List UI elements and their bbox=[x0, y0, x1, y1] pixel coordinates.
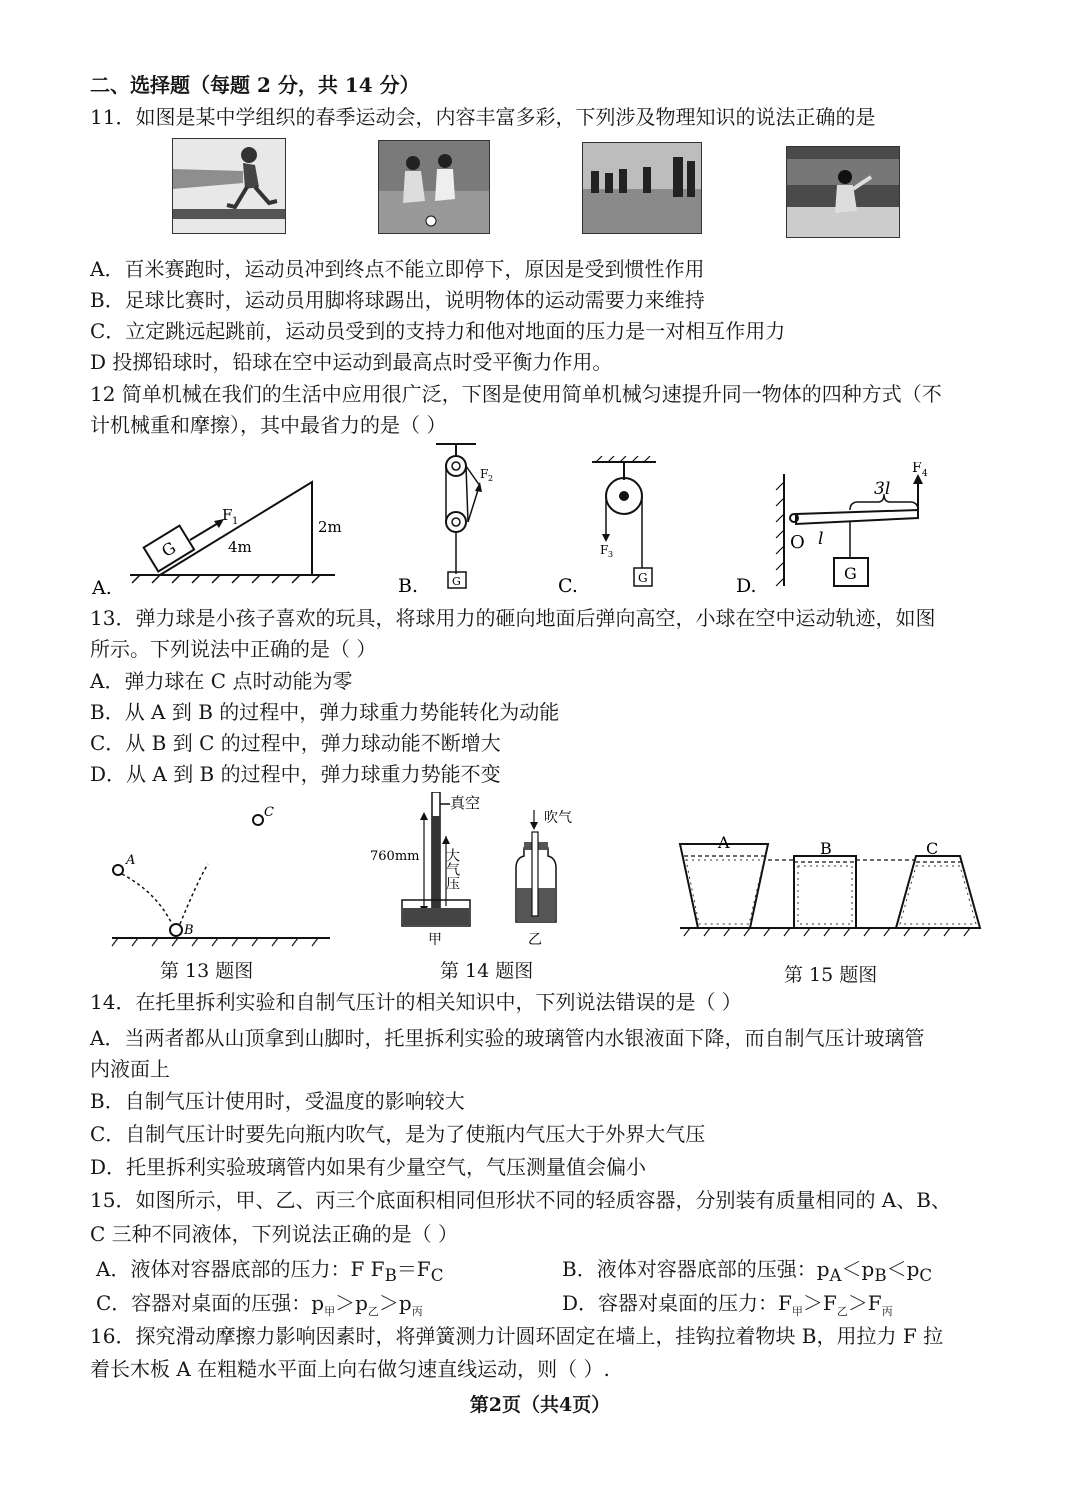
fig13-point-a: A bbox=[126, 853, 136, 868]
fig14-blow: 吹气 bbox=[544, 810, 572, 826]
pulley-block-diagram bbox=[396, 438, 516, 598]
incline-diagram bbox=[90, 470, 350, 598]
fig15-label-a: A bbox=[718, 833, 730, 852]
fig-b-block: G bbox=[452, 575, 461, 588]
fig-c-force-sub: 3 bbox=[608, 550, 614, 559]
fig-a-slope: 4m bbox=[228, 538, 252, 556]
q15-option-c: C．容器对桌面的压强：$p_甲>p_乙>p_丙$ bbox=[96, 1291, 423, 1318]
fig-c-label: C. bbox=[558, 575, 578, 597]
q11-option-b: B．足球比赛时，运动员用脚将球踢出，说明物体的运动需要力来维持 bbox=[90, 288, 705, 312]
section-title: 二、选择题（每题 2 分，共 14 分） bbox=[90, 73, 420, 97]
fig-c-block: G bbox=[638, 571, 648, 585]
fig-d-label: D. bbox=[736, 575, 757, 597]
q11-option-a: A．百米赛跑时，运动员冲到终点不能立即停下，原因是受到惯性作用 bbox=[90, 257, 705, 281]
fig14-caption: 第 14 题图 bbox=[440, 960, 534, 982]
fig-c-force: F bbox=[600, 543, 609, 557]
fig-a-block: G bbox=[158, 537, 180, 561]
question-15-stem-1: 15．如图所示，甲、乙、丙三个底面积相同但形状不同的轻质容器，分别装有质量相同的 A、B、 bbox=[90, 1188, 951, 1212]
fixed-pulley-diagram bbox=[556, 456, 666, 598]
q11-option-c: C．立定跳远起跳前，运动员受到的支持力和他对地面的压力是一对相互作用力 bbox=[90, 319, 786, 343]
fig14-vacuum: 真空 bbox=[450, 794, 481, 812]
question-14-stem: 14．在托里拆利实验和自制气压计的相关知识中，下列说法错误的是（ ） bbox=[90, 990, 742, 1014]
fig-a-force-sub: 1 bbox=[232, 516, 239, 527]
fig14-yi: 乙 bbox=[528, 932, 542, 948]
fig-d-pivot: O bbox=[790, 532, 805, 553]
long-jump-photo bbox=[582, 142, 702, 234]
question-13-stem-1: 13．弹力球是小孩子喜欢的玩具，将球用力的砸向地面后弹向高空，小球在空中运动轨迹，如图 bbox=[90, 606, 936, 630]
q14-option-b: B．自制气压计使用时，受温度的影响较大 bbox=[90, 1089, 465, 1113]
football-photo bbox=[378, 140, 490, 234]
shot-put-photo bbox=[786, 146, 900, 238]
fig-b-force-sub: 2 bbox=[488, 474, 494, 483]
fig-b-label: B. bbox=[398, 575, 419, 597]
bouncing-ball-diagram bbox=[108, 800, 338, 950]
question-12-stem-2: 计机械重和摩擦），其中最省力的是（ ） bbox=[90, 413, 447, 437]
lever-diagram bbox=[734, 462, 934, 598]
q14-option-a: A．当两者都从山顶拿到山脚时，托里拆利实验的玻璃管内水银液面下降，而自制气压计玻璃管 bbox=[90, 1026, 925, 1050]
sprint-photo bbox=[172, 138, 286, 234]
q13-option-c: C．从 B 到 C 的过程中，弹力球动能不断增大 bbox=[90, 731, 501, 755]
q13-option-d: D．从 A 到 B 的过程中，弹力球重力势能不变 bbox=[90, 762, 501, 786]
fig-d-short-arm: l bbox=[818, 529, 824, 549]
q14-option-c: C．自制气压计时要先向瓶内吹气，是为了使瓶内气压大于外界大气压 bbox=[90, 1122, 706, 1146]
fig13-point-b: B bbox=[184, 923, 194, 938]
fig13-point-c: C bbox=[264, 805, 274, 820]
fig-d-long-arm: 3l bbox=[874, 479, 891, 499]
question-16-stem-1: 16．探究滑动摩擦力影响因素时，将弹簧测力计圆环固定在墙上，挂钩拉着物块 B，用拉力 F 拉 bbox=[90, 1324, 944, 1348]
q14-option-d: D．托里拆利实验玻璃管内如果有少量空气，气压测量值会偏小 bbox=[90, 1155, 647, 1179]
containers-diagram bbox=[676, 830, 986, 940]
q13-option-b: B．从 A 到 B 的过程中，弹力球重力势能转化为动能 bbox=[90, 700, 560, 724]
fig15-caption: 第 15 题图 bbox=[784, 964, 878, 986]
fig-a-force: F bbox=[222, 506, 233, 524]
fig15-label-b: B bbox=[820, 839, 832, 858]
barometer-diagram bbox=[366, 792, 606, 952]
q15-option-d: D．容器对桌面的压力：$F_甲>F_乙>F_丙$ bbox=[562, 1291, 893, 1318]
fig15-label-c: C bbox=[926, 839, 939, 858]
q11-option-d: D 投掷铅球时，铅球在空中运动到最高点时受平衡力作用。 bbox=[90, 350, 613, 374]
fig-b-force: F bbox=[480, 467, 489, 481]
question-15-stem-2: C 三种不同液体，下列说法正确的是（ ） bbox=[90, 1222, 459, 1246]
fig-d-force-sub: 4 bbox=[922, 469, 928, 479]
fig13-caption: 第 13 题图 bbox=[160, 960, 254, 982]
question-12-stem-1: 12 简单机械在我们的生活中应用很广泛，下图是使用简单机械匀速提升同一物体的四种方式（不 bbox=[90, 382, 942, 406]
fig14-jia: 甲 bbox=[428, 932, 442, 948]
fig-a-height: 2m bbox=[318, 518, 342, 536]
page-number: 第2页（共4页） bbox=[469, 1394, 611, 1416]
question-11-stem: 11．如图是某中学组织的春季运动会，内容丰富多彩，下列涉及物理知识的说法正确的是 bbox=[90, 105, 876, 129]
fig-d-force: F bbox=[912, 462, 922, 476]
question-13-stem-2: 所示。下列说法中正确的是（ ） bbox=[90, 637, 377, 661]
fig14-atm: 大气压 bbox=[444, 848, 460, 890]
question-16-stem-2: 着长木板 A 在粗糙水平面上向右做匀速直线运动，则（ ）. bbox=[90, 1357, 610, 1381]
fig-a-label: A. bbox=[92, 577, 112, 598]
q13-option-a: A．弹力球在 C 点时动能为零 bbox=[90, 669, 353, 693]
fig-d-block: G bbox=[844, 564, 857, 583]
q14-option-a-cont: 内液面上 bbox=[90, 1057, 170, 1081]
q15-option-a: A．液体对容器底部的压力：F $F_B=F_C$ bbox=[96, 1257, 444, 1285]
fig14-height: 760mm bbox=[370, 849, 420, 864]
q15-option-b: B．液体对容器底部的压强：$p_A<p_B<p_C$ bbox=[562, 1257, 933, 1285]
